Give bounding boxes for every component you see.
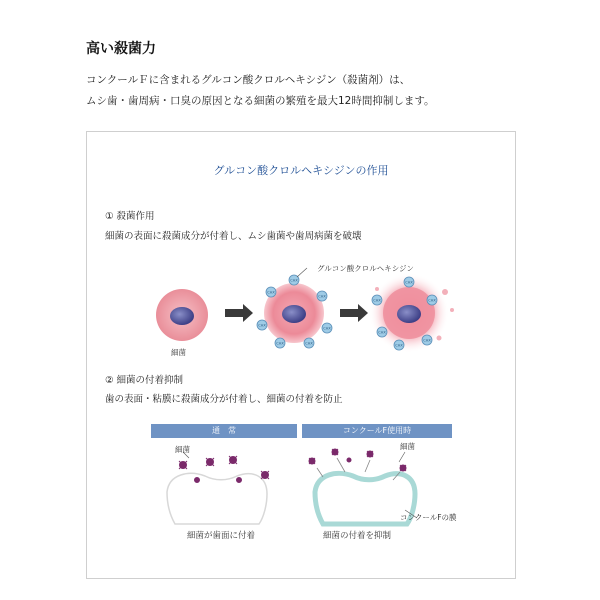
section2-description: 歯の表面・粘膜に殺菌成分が付着し、細菌の付着を防止 — [105, 394, 343, 405]
chx-symbol-text: CHX — [405, 280, 413, 285]
illustration-panel — [86, 131, 516, 579]
header-with-concool: コンクールF使用時 — [302, 424, 452, 438]
bacterium-icon — [195, 478, 200, 483]
chx-molecule-icon — [422, 335, 432, 345]
bacterium-icon — [400, 465, 406, 471]
bacteria-leader-line-2 — [399, 452, 405, 462]
chx-symbol-text: CHX — [395, 343, 403, 348]
bacterium-icon — [237, 478, 242, 483]
bacterium-icon — [347, 458, 351, 462]
tooth-normal — [167, 473, 267, 524]
chx-symbol-text: CHX — [258, 323, 266, 328]
panel-title: グルコン酸クロルヘキシジンの作用 — [213, 164, 389, 177]
membrane-label: コンクールFの膜 — [400, 513, 457, 522]
chx-leader-line — [297, 268, 307, 277]
chx-symbol-text: CHX — [318, 294, 326, 299]
intro-line-2: ムシ歯・歯周病・口臭の原因となる細菌の繁殖を最大12時間抑制します。 — [86, 95, 435, 107]
header-normal: 通 常 — [151, 424, 297, 438]
arrow-right-icon — [340, 304, 368, 322]
chx-molecule-icon — [257, 320, 267, 330]
bacterium-icon — [206, 458, 214, 466]
chx-molecule-icon — [322, 323, 332, 333]
caption-with-concool: 細菌の付着を抑制 — [323, 531, 392, 541]
caption-normal: 細菌が歯面に付着 — [187, 531, 256, 541]
chx-molecule-icon — [372, 295, 382, 305]
chx-label: グルコン酸クロルヘキシジン — [317, 264, 414, 273]
bacterium-icon — [179, 461, 187, 469]
intro-line-1: コンクールＦに含まれるグルコン酸クロルヘキシジン（殺菌剤）は、 — [86, 74, 411, 86]
chx-symbol-text: CHX — [373, 298, 381, 303]
chx-symbol-text: CHX — [290, 278, 298, 283]
intro-text — [86, 70, 526, 112]
chx-molecule-icon — [394, 340, 404, 350]
section1-description: 細菌の表面に殺菌成分が付着し、ムシ歯菌や歯周病菌を破壊 — [105, 231, 362, 242]
chx-symbol-text: CHX — [323, 326, 331, 331]
chx-symbol-text: CHX — [305, 341, 313, 346]
bacterium-icon — [229, 456, 237, 464]
chx-molecule-icon — [404, 277, 414, 287]
bacteria-repelled-group — [309, 449, 406, 471]
chx-symbol-text: CHX — [267, 290, 275, 295]
bacteria-label-left: 細菌 — [175, 445, 190, 454]
chx-symbol-text: CHX — [428, 298, 436, 303]
chx-symbol-text: CHX — [378, 330, 386, 335]
page-heading: 高い殺菌力 — [86, 41, 156, 57]
bacterium-icon — [367, 451, 373, 457]
section2-heading: ② 細菌の付着抑制 — [105, 375, 184, 386]
chx-molecule-icon — [317, 291, 327, 301]
chx-molecule-icon — [275, 338, 285, 348]
chx-molecule-icon — [266, 287, 276, 297]
bacteria-label: 細菌 — [171, 348, 186, 357]
section1-heading: ① 殺菌作用 — [105, 211, 155, 222]
chx-molecule-icon — [427, 295, 437, 305]
chx-molecule-icon — [304, 338, 314, 348]
arrow-right-icon — [225, 304, 253, 322]
bacterium-cell-intact — [156, 289, 208, 341]
chx-symbol-text: CHX — [276, 341, 284, 346]
chx-symbol-text: CHX — [423, 338, 431, 343]
bacterium-icon — [332, 449, 338, 455]
bacterium-icon — [261, 471, 269, 479]
bacterium-icon — [309, 458, 315, 464]
chx-molecule-icon — [377, 327, 387, 337]
bacteria-label-right: 細菌 — [400, 442, 415, 451]
